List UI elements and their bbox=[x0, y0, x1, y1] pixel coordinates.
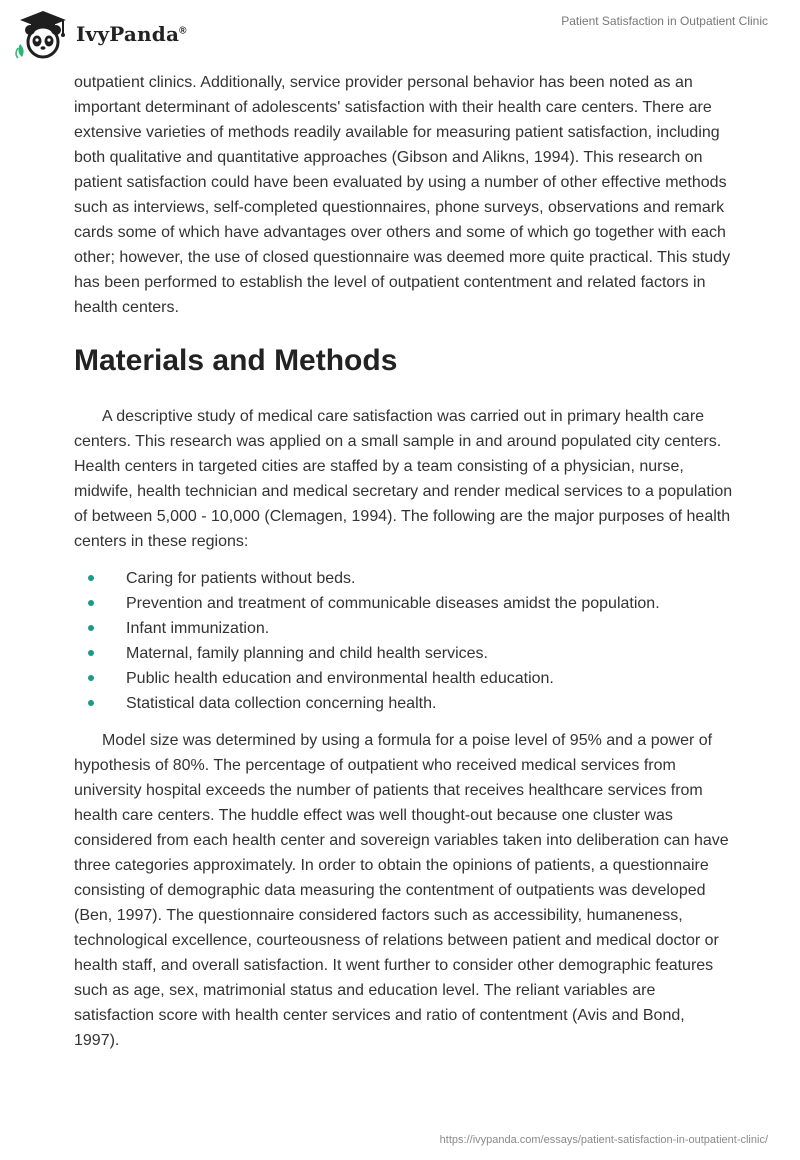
bullet-icon bbox=[88, 600, 94, 606]
list-item: Caring for patients without beds. bbox=[74, 566, 734, 591]
list-item: Statistical data collection concerning health. bbox=[74, 691, 734, 716]
document-title: Patient Satisfaction in Outpatient Clinic bbox=[561, 14, 768, 28]
list-item: Prevention and treatment of communicable diseases amidst the population. bbox=[74, 591, 734, 616]
ivypanda-logo[interactable] bbox=[14, 8, 204, 60]
panda-graduate-icon bbox=[14, 8, 72, 60]
brand-name: IvyPanda® bbox=[76, 22, 187, 46]
bullet-icon bbox=[88, 700, 94, 706]
list-item: Infant immunization. bbox=[74, 616, 734, 641]
section-heading: Materials and Methods bbox=[74, 344, 398, 377]
list-item: Public health education and environmental health education. bbox=[74, 666, 734, 691]
purposes-list bbox=[74, 566, 734, 716]
page-header bbox=[0, 0, 800, 70]
article-body bbox=[74, 70, 734, 1053]
bullet-icon bbox=[88, 625, 94, 631]
bullet-icon bbox=[88, 650, 94, 656]
bullet-icon bbox=[88, 575, 94, 581]
bullet-icon bbox=[88, 675, 94, 681]
methods-paragraph-1: A descriptive study of medical care satisfaction was carried out in primary health care centers. This research was applied on a small sample in and around populated city centers. Health centers in targeted cities are staffed by a team consisting of a physician, nurse, midwife, health technician and medical secretary and render medical services to a population of between 5,000 - 10,000 (Clemagen, 1994). The following are the major purposes of health centers in these regions: bbox=[74, 408, 733, 550]
intro-paragraph: outpatient clinics. Additionally, service provider personal behavior has been noted as an important determinant of adolescents' satisfaction with their health care centers. There are extensive varieties of methods readily available for measuring patient satisfaction, including both qualitative and quantitative approaches (Gibson and Alikns, 1994). This research on patient satisfaction could have been evaluated by using a number of other effective methods such as interviews, self-completed questionnaires, phone surveys, observations and remark cards some of which have advantages over others and some of which go together with each other; however, the use of closed questionnaire was deemed more quite practical. This study has been performed to establish the level of outpatient contentment and related factors in health centers. bbox=[74, 74, 731, 316]
source-url-link[interactable]: https://ivypanda.com/essays/patient-satisfaction-in-outpatient-clinic/ bbox=[439, 1134, 768, 1146]
methods-paragraph-2: Model size was determined by using a formula for a poise level of 95% and a power of hypothesis of 80%. The percentage of outpatient who received medical services from university hospital exceeds the number of patients that receives healthcare services from health care centers. The huddle effect was well thought-out because one cluster was considered from each health center and sovereign variables taken into deliberation can have three categories approximately. In order to obtain the opinions of patients, a questionnaire consisting of demographic data measuring the contentment of outpatients was developed (Ben, 1997). The questionnaire considered factors such as accessibility, humaneness, technological excellence, courteousness of relations between patient and medical doctor or health staff, and overall satisfaction. It went further to consider other demographic features such as age, sex, matrimonial status and education level. The reliant variables are satisfaction score with health center services and ratio of contentment (Avis and Bond, 1997). bbox=[74, 732, 729, 1049]
list-item: Maternal, family planning and child health services. bbox=[74, 641, 734, 666]
